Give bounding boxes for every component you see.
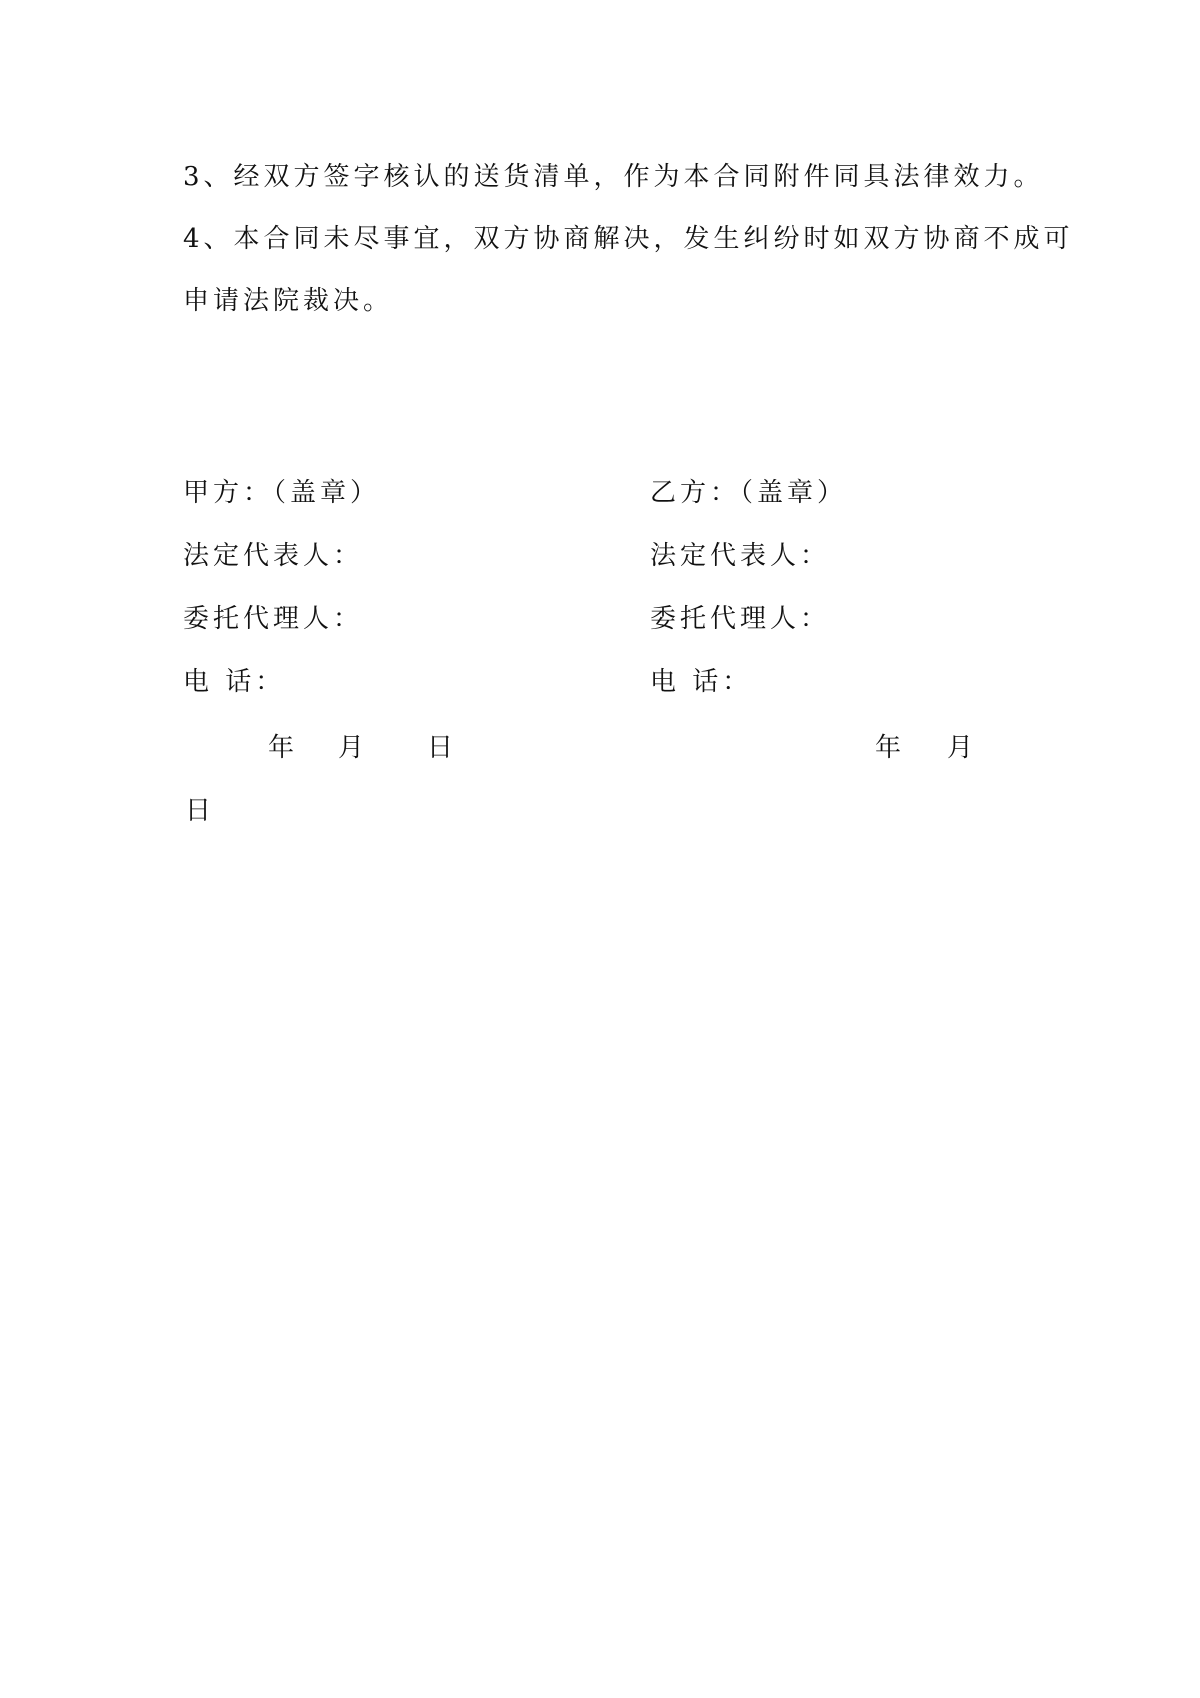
party-a-legal-rep-label: 法定代表人： xyxy=(183,541,364,571)
party-a-title: 甲方：（盖章） xyxy=(183,478,381,508)
party-b-title: 乙方：（盖章） xyxy=(650,478,848,508)
party-b-phone-label: 电 话： xyxy=(650,667,753,697)
party-b-date-day: 日 xyxy=(185,796,212,826)
clause-4-text-line2: 申请法院裁决。 xyxy=(183,286,394,316)
party-a-signature-block xyxy=(183,476,603,728)
party-a-date-month: 月 xyxy=(338,733,365,763)
party-a-date-day: 日 xyxy=(427,733,454,763)
clause-4-text-line1: 4、本合同未尽事宜，双方协商解决，发生纠纷时如双方协商不成可 xyxy=(183,224,1074,254)
party-b-agent-label: 委托代理人： xyxy=(650,604,831,634)
party-b-legal-rep-label: 法定代表人： xyxy=(650,541,831,571)
party-b-signature-block xyxy=(650,476,1070,728)
party-a-date-year: 年 xyxy=(268,733,295,763)
party-a-agent-label: 委托代理人： xyxy=(183,604,364,634)
party-a-phone-label: 电 话： xyxy=(183,667,286,697)
party-b-date-month: 月 xyxy=(947,733,974,763)
clause-3-text: 3、经双方签字核认的送货清单，作为本合同附件同具法律效力。 xyxy=(183,162,1044,192)
party-b-date-year: 年 xyxy=(875,733,902,763)
